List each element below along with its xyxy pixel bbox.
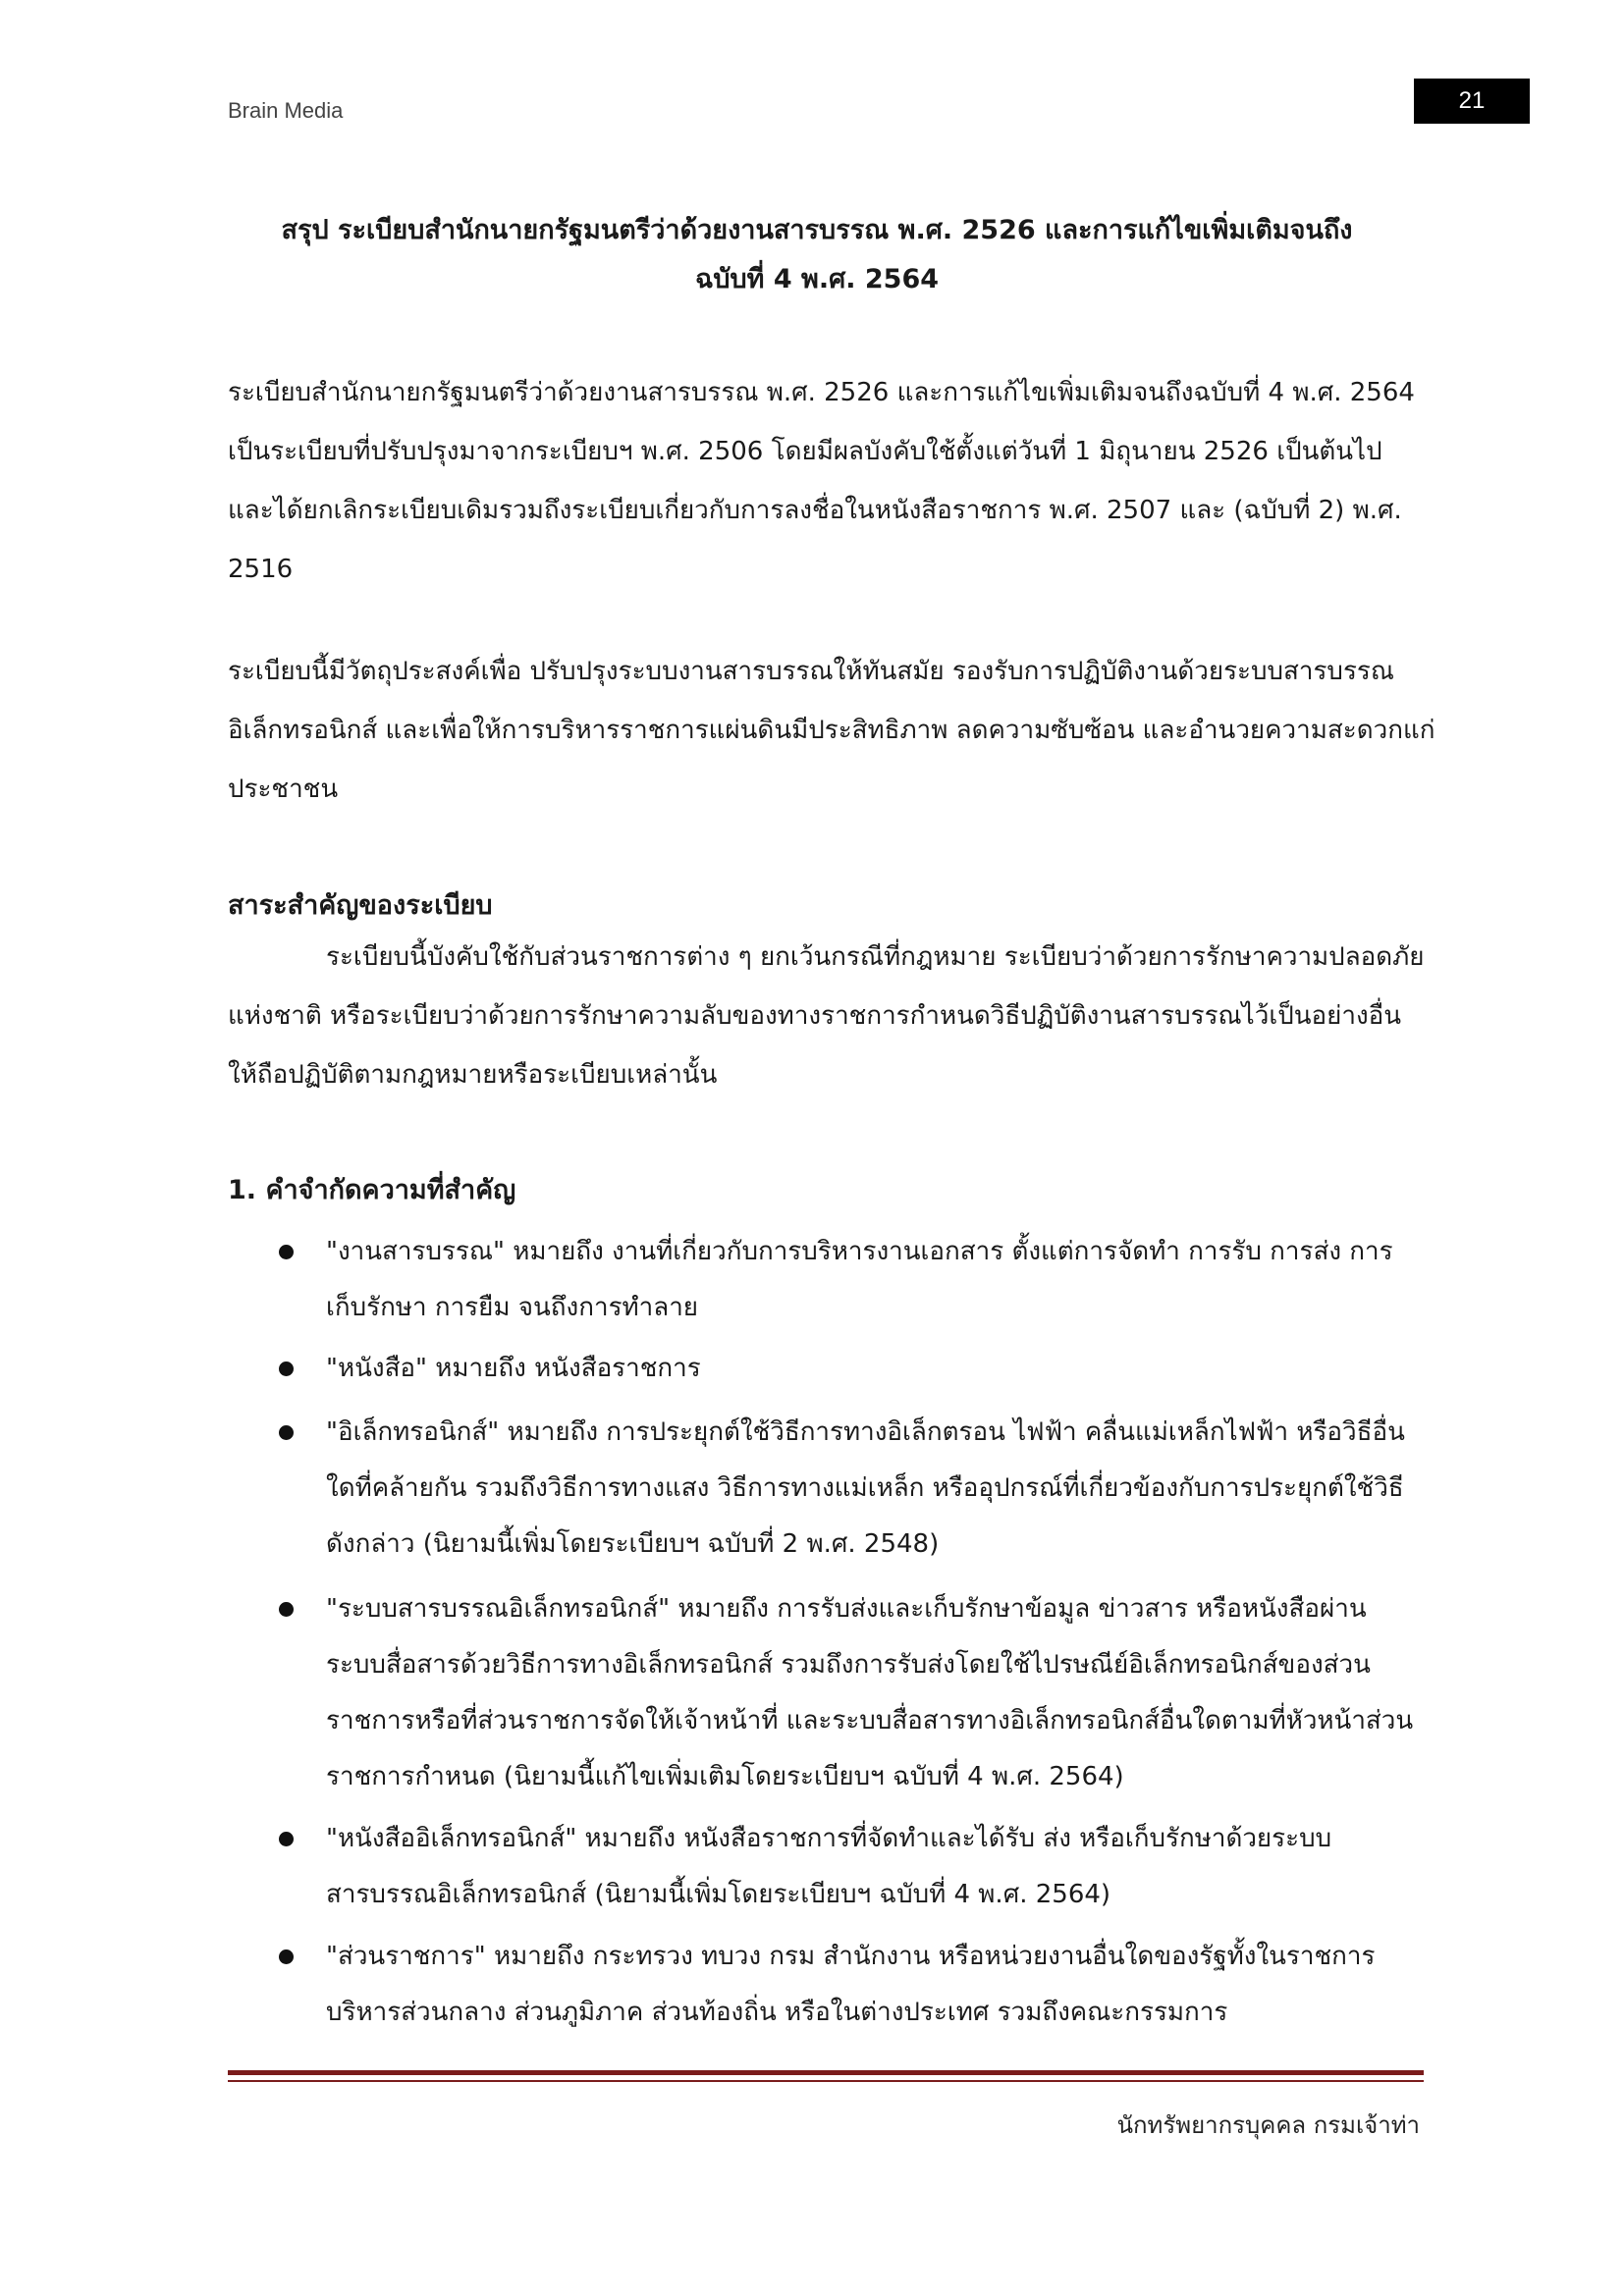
- footer-text: นักทรัพยากรบุคคล กรมเจ้าท่า: [1116, 2111, 1420, 2139]
- document-title-line-1: สรุป ระเบียบสำนักนายกรัฐมนตรีว่าด้วยงานสารบรรณ พ.ศ. 2526 และการแก้ไขเพิ่มเติมจนถึง: [281, 215, 1353, 245]
- bullet-dot: [279, 1245, 294, 1259]
- list-item: "หนังสืออิเล็กทรอนิกส์" หมายถึง หนังสือราชการที่จัดทำและได้รับ ส่ง หรือเก็บรักษาด้วยระบบสารบรรณอิเล็กทรอนิกส์ (นิยามนี้เพิ่มโดยระเบียบฯ ฉบับที่ 4 พ.ศ. 2564): [326, 1824, 1332, 1909]
- bullet-dot: [279, 1602, 294, 1617]
- intro-paragraph-2: ระเบียบนี้มีวัตถุประสงค์เพื่อ ปรับปรุงระบบงานสารบรรณให้ทันสมัย รองรับการปฏิบัติงานด้วยระบบสารบรรณอิเล็กทรอนิกส์ และเพื่อให้การบริหารราชการแผ่นดินมีประสิทธิภาพ ลดความซับซ้อน และอำนวยความสะดวกแก่ประชาชน: [228, 657, 1435, 804]
- list-item: "อิเล็กทรอนิกส์" หมายถึง การประยุกต์ใช้วิธีการทางอิเล็กตรอน ไฟฟ้า คลื่นแม่เหล็กไฟฟ้า หรือวิธีอื่นใดที่คล้ายกัน รวมถึงวิธีการทางแสง วิธีการทางแม่เหล็ก หรืออุปกรณ์ที่เกี่ยวข้องกับการประยุกต์ใช้วิธีดังกล่าว (นิยามนี้เพิ่มโดยระเบียบฯ ฉบับที่ 2 พ.ศ. 2548): [326, 1417, 1405, 1559]
- footer-divider: [228, 2070, 1424, 2075]
- list-item: "งานสารบรรณ" หมายถึง งานที่เกี่ยวกับการบริหารงานเอกสาร ตั้งแต่การจัดทำ การรับ การส่ง การเก็บรักษา การยืม จนถึงการทำลาย: [326, 1237, 1393, 1322]
- list-item: "ระบบสารบรรณอิเล็กทรอนิกส์" หมายถึง การรับส่งและเก็บรักษาข้อมูล ข่าวสาร หรือหนังสือผ่านระบบสื่อสารด้วยวิธีการทางอิเล็กทรอนิกส์ รวมถึงการรับส่งโดยใช้ไปรษณีย์อิเล็กทรอนิกส์ของส่วนราชการหรือที่ส่วนราชการจัดให้เจ้าหน้าที่ และระบบสื่อสารทางอิเล็กทรอนิกส์อื่นใดตามที่หัวหน้าส่วนราชการกำหนด (นิยามนี้แก้ไขเพิ่มเติมโดยระเบียบฯ ฉบับที่ 4 พ.ศ. 2564): [326, 1594, 1414, 1791]
- intro-paragraph-1: ระเบียบสำนักนายกรัฐมนตรีว่าด้วยงานสารบรรณ พ.ศ. 2526 และการแก้ไขเพิ่มเติมจนถึงฉบับที่ 4 พ.ศ. 2564 เป็นระเบียบที่ปรับปรุงมาจากระเบียบฯ พ.ศ. 2506 โดยมีผลบังคับใช้ตั้งแต่วันที่ 1 มิถุนายน 2526 เป็นต้นไป และได้ยกเลิกระเบียบเดิมรวมถึงระเบียบเกี่ยวกับการลงชื่อในหนังสือราชการ พ.ศ. 2507 และ (ฉบับที่ 2) พ.ศ. 2516: [228, 378, 1415, 584]
- list-item: "ส่วนราชการ" หมายถึง กระทรวง ทบวง กรม สำนักงาน หรือหน่วยงานอื่นใดของรัฐทั้งในราชการบริหารส่วนกลาง ส่วนภูมิภาค ส่วนท้องถิ่น หรือในต่างประเทศ รวมถึงคณะกรรมการ: [326, 1942, 1376, 2027]
- bullet-dot: [279, 1949, 294, 1964]
- document-title-line-2: ฉบับที่ 4 พ.ศ. 2564: [694, 264, 940, 294]
- list-item: "หนังสือ" หมายถึง หนังสือราชการ: [326, 1354, 701, 1383]
- definitions-heading: 1. คำจำกัดความที่สำคัญ: [228, 1175, 516, 1205]
- essence-paragraph: ระเบียบนี้บังคับใช้กับส่วนราชการต่าง ๆ ยกเว้นกรณีที่กฎหมาย ระเบียบว่าด้วยการรักษาความปลอดภัยแห่งชาติ หรือระเบียบว่าด้วยการรักษาความลับของทางราชการกำหนดวิธีปฏิบัติงานสารบรรณไว้เป็นอย่างอื่น ให้ถือปฏิบัติตามกฎหมายหรือระเบียบเหล่านั้น: [228, 942, 1425, 1090]
- brand-label: Brain Media: [228, 98, 344, 123]
- essence-heading: สาระสำคัญของระเบียบ: [228, 890, 493, 921]
- bullet-dot: [279, 1425, 294, 1440]
- footer-divider-thin: [228, 2080, 1424, 2082]
- page-number: 21: [1414, 79, 1530, 124]
- bullet-dot: [279, 1832, 294, 1846]
- bullet-dot: [279, 1362, 294, 1376]
